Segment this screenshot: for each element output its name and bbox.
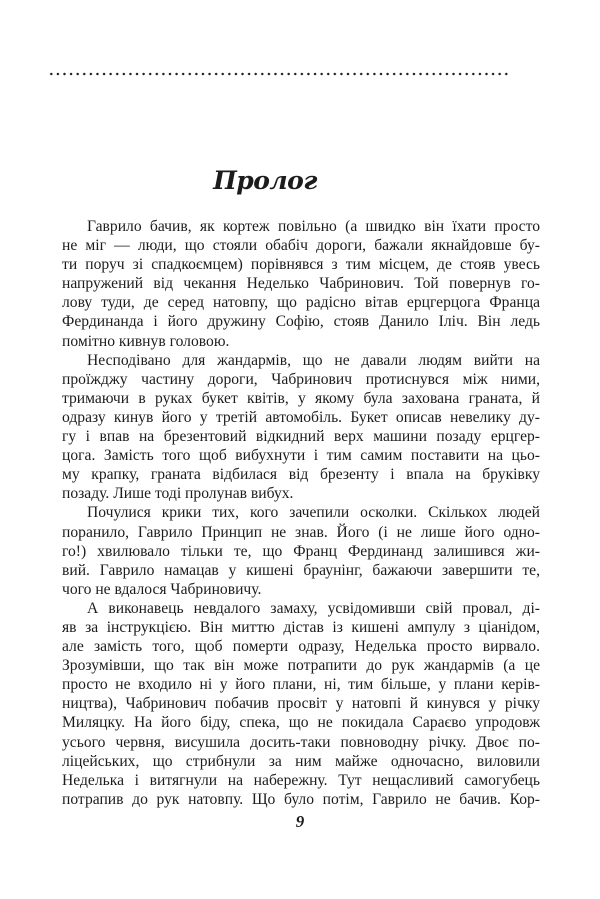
text-line: Фердинанда і його дружину Софію, стояв Данило Іліч. Він ледь (62, 313, 540, 331)
text-line: вий. Гаврило намацав у кишені браунінг, бажаючи завершити те, (62, 561, 540, 579)
text-line: яв за інструкцією. Він миттю дістав із кишені ампулу з ціанідом, (62, 618, 540, 636)
text-line: одразу кинув його у третій автомобіль. Букет описав невелику ду- (62, 408, 540, 426)
text-line: му крапку, граната відбилася від брезенту і впала на бруківку (62, 466, 540, 484)
text-line: гу і впав на брезентовий відкидний верх машини позаду ерцгер- (62, 428, 540, 446)
page-number: 9 (295, 812, 305, 831)
text-line: цога. Замість того щоб вибухнути і тим самим поставити на цьо- (62, 447, 540, 465)
text-line: Почулися крики тих, кого зачепили осколки. Скількох людей (87, 504, 540, 522)
text-line: проїжджу частину дороги, Чабринович протиснувся між ними, (62, 370, 540, 388)
body-text (62, 217, 540, 809)
text-line: Несподівано для жандармів, що не давали людям вийти на (87, 351, 540, 369)
text-line: ліцейських, що стрибнули за ним майже одночасно, виловили (62, 752, 540, 770)
text-line: лову туди, де серед натовпу, що радісно вітав ерцгерцога Франца (62, 294, 540, 312)
text-line: не міг — люди, що стояли обабіч дороги, бажали якнайдовше бу- (62, 237, 540, 255)
text-line: помітно кивнув головою. (62, 332, 230, 350)
text-line: тримаючи в руках букет квітів, у якому була захована граната, й (62, 389, 540, 407)
text-line: усього червня, висушила досить-таки повноводну річку. Двоє по- (62, 733, 540, 751)
text-line: Миляцку. На його біду, спека, що не покидала Сараєво упродовж (62, 714, 540, 732)
text-line: позаду. Лише тоді пролунав вибух. (62, 485, 294, 503)
text-line: Гаврило бачив, як кортеж повільно (а швидко він їхати просто (87, 218, 540, 235)
text-line: потрапив до рук натовпу. Що було потім, Гаврило не бачив. Кор- (62, 790, 540, 808)
text-line: А виконавець невдалого замаху, усвідомивши свій провал, ді- (87, 599, 540, 617)
chapter-title: Пролог (213, 166, 317, 195)
text-line: Неделька і витягнули на набережну. Тут нещасливий самогубець (62, 771, 540, 789)
decorative-dotted-rule (48, 70, 510, 78)
text-line: але замість того, щоб померти одразу, Неделька просто вирвало. (62, 638, 540, 656)
text-line: Зрозумівши, що так він може потрапити до рук жандармів (а це (62, 657, 540, 675)
text-line: ти поруч зі спадкоємцем) порівнявся з тим місцем, де стояв увесь (62, 256, 540, 274)
text-line: поранило, Гаврило Принцип не знав. Його (і не лише його одно- (62, 523, 540, 541)
text-line: просто не входило ні у його плани, ні, тим більше, у плани керів- (62, 676, 540, 694)
text-line: чого не вдалося Чабриновичу. (62, 580, 262, 598)
text-line: напружений від чекання Неделько Чабринович. Той повернув го- (62, 275, 540, 293)
text-line: го!) хвилювало тільки те, що Франц Фердинанд залишився жи- (62, 542, 540, 560)
text-line: ництва), Чабринович побачив просвіт у натовпі й кинувся у річку (62, 695, 540, 713)
